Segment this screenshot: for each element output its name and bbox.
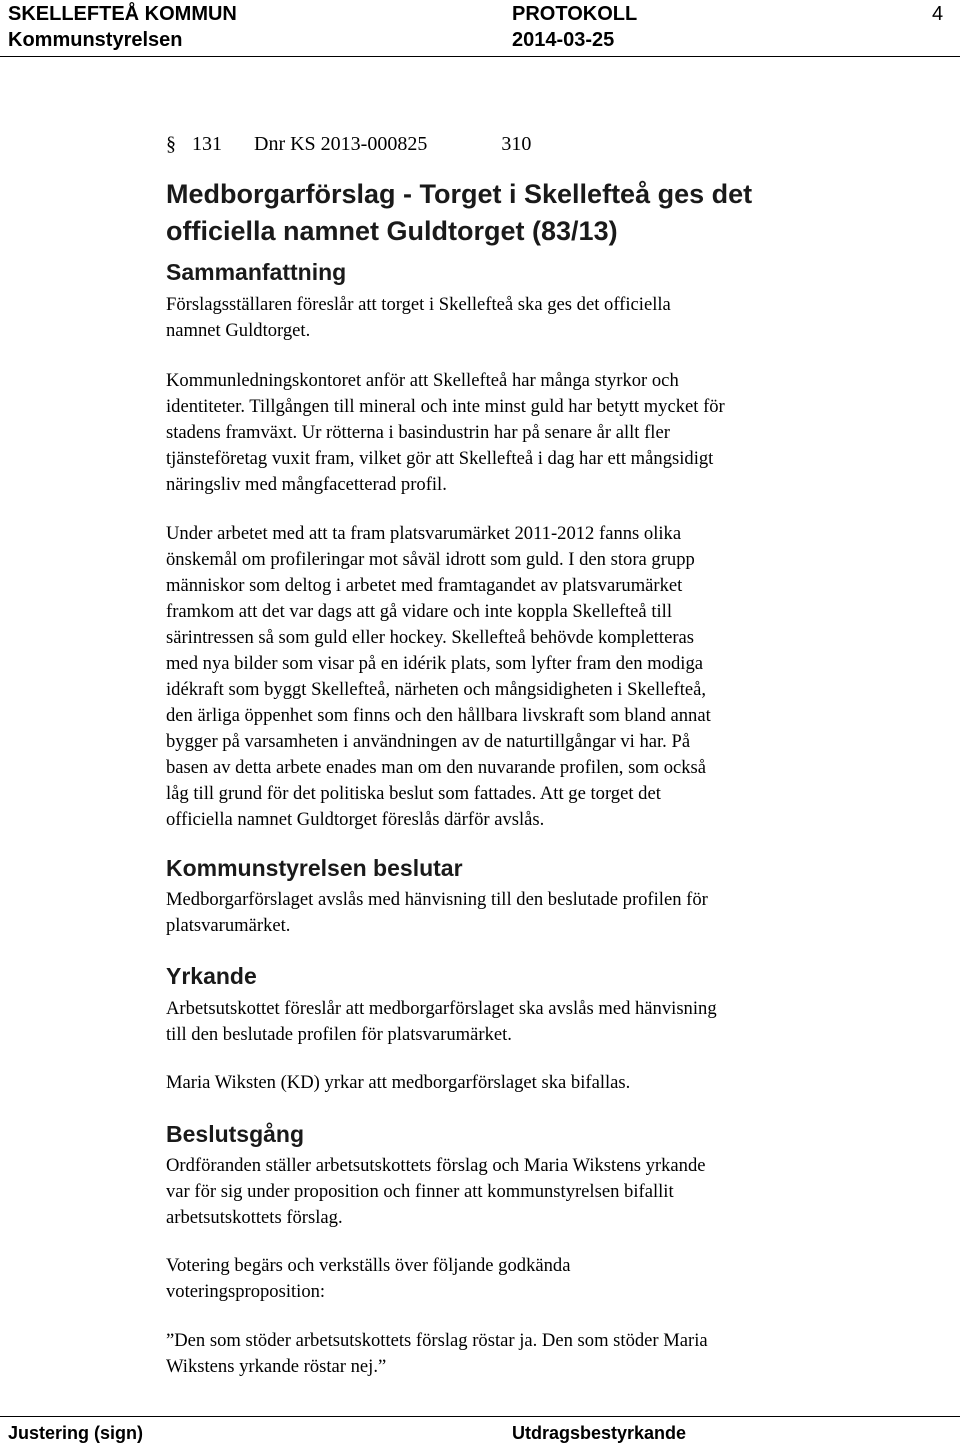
procedure-paragraph-2: Votering begärs och verkställs över följande godkända voteringsproposition:: [166, 1255, 571, 1302]
footer-extract-label: Utdragsbestyrkande: [512, 1423, 687, 1443]
footer-signature-label: Justering (sign): [8, 1423, 144, 1443]
page-number: 4: [932, 3, 944, 25]
heading-summary: Sammanfattning: [166, 259, 347, 285]
heading-motions: Yrkande: [166, 963, 257, 989]
header-date: 2014-03-25: [512, 29, 615, 51]
header-org: SKELLEFTEÅ KOMMUN: [8, 3, 237, 25]
summary-paragraph-2: Kommunledningskontoret anför att Skellefteå har många styrkor och identiteter. Tillgången till mineral och inte minst guld har betytt mycket för stadens framväxt. Ur rötterna i basindustrin har på senare år allt fler tjänsteföretag vuxit fram, vilket gör att Skellefteå i dag har ett mångsidigt näringsliv med mångfacetterad profil.: [166, 370, 725, 495]
motions-paragraph-1: Arbetsutskottet föreslår att medborgarförslaget ska avslås med hänvisning till den beslutade profilen för platsvarumärket.: [166, 998, 717, 1045]
case-dnr: Dnr KS 2013-000825: [254, 133, 428, 155]
case-code: 310: [501, 133, 532, 155]
page-title: Medborgarförslag - Torget i Skellefteå ges det officiella namnet Guldtorget (83/13): [166, 179, 753, 246]
procedure-paragraph-1: Ordföranden ställer arbetsutskottets förslag och Maria Wikstens yrkande var för sig under proposition och finner att kommunstyrelsen bifallit arbetsutskottets förslag.: [166, 1155, 706, 1228]
summary-paragraph-3: Under arbetet med att ta fram platsvarumärket 2011-2012 fanns olika önskemål om profileringar mot såväl idrott som guld. I den stora grupp människor som deltog i arbetet med framtagandet av platsvarumärket framkom att det var dags att gå vidare och inte koppla Skellefteå till särintressen så som guld eller hockey. Skellefteå behövde kompletteras med nya bilder som visar på en idérik plats, som lyfter fram den modiga idékraft som byggt Skellefteå, närheten och mångsidigheten i Skellefteå, den ärliga öppenhet som finns och den hållbara livskraft som bland annat bygger på varsamheten i användningen av de naturtillgångar vi har. På basen av detta arbete enades man om den nuvarande profilen, som också låg till grund för det politiska beslut som fattades. Att ge torget det officiella namnet Guldtorget föreslås därför avslås.: [166, 523, 711, 830]
header-doc-type: PROTOKOLL: [512, 3, 638, 25]
header-body: Kommunstyrelsen: [8, 29, 183, 51]
heading-procedure: Beslutsgång: [166, 1121, 305, 1147]
case-number: 131: [192, 133, 222, 155]
case-line: [166, 131, 531, 157]
header-divider: [0, 56, 960, 57]
section-symbol: §: [166, 133, 176, 155]
decision-paragraph: Medborgarförslaget avslås med hänvisning till den beslutade profilen för platsvarumärket.: [166, 889, 708, 936]
motions-paragraph-2: Maria Wiksten (KD) yrkar att medborgarförslaget ska bifallas.: [166, 1072, 631, 1093]
voting-proposition: ”Den som stöder arbetsutskottets förslag röstar ja. Den som stöder Maria Wikstens yrkande röstar nej.”: [166, 1330, 708, 1377]
summary-paragraph-1: Förslagsställaren föreslår att torget i Skellefteå ska ges det officiella namnet Guldtorget.: [166, 294, 671, 341]
heading-decision: Kommunstyrelsen beslutar: [166, 855, 463, 881]
footer-divider: [0, 1416, 960, 1417]
